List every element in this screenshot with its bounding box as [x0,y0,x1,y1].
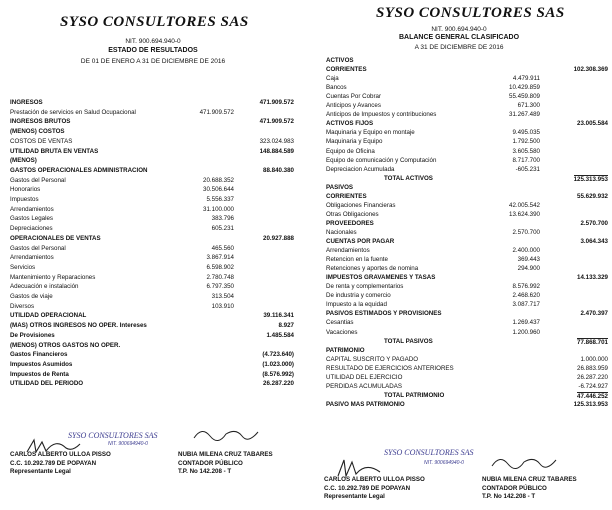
row-label: IMPUESTOS GRAVAMENES Y TASAS [326,274,436,282]
row-amount: 6.598.902 [206,263,234,271]
row-label: TOTAL ACTIVOS [384,174,433,182]
row-label: Servicios [10,263,36,271]
statement-row [306,184,612,192]
statement-row [306,365,612,373]
row-amount: (1.023.000) [262,360,294,368]
row-label: INGRESOS BRUTOS [10,118,71,126]
row-amount: 323.024.983 [259,137,294,145]
row-label: (MENOS) OTROS GASTOS NO OPER. [10,341,121,349]
row-amount: 2.780.748 [206,273,234,281]
statement-row [0,109,306,117]
row-amount: 3.064.343 [580,238,608,245]
row-amount: 369.443 [517,256,540,264]
row-label: Depreciacion Acumulada [326,165,395,173]
statement-row [0,157,306,165]
statement-row [306,120,612,128]
row-amount: 471.909.572 [259,118,294,126]
row-label: Obligaciones Financieras [326,201,396,209]
row-amount: 2.470.397 [580,310,608,318]
statement-row [306,347,612,355]
row-label: PROVEEDORES [326,219,374,227]
statement-row [306,338,612,346]
statement-row [306,93,612,101]
row-label: CAPITAL SUSCRITO Y PAGADO [326,355,419,363]
row-amount: 88.840.380 [263,166,294,174]
row-label: Caja [326,75,339,83]
statement-row [306,102,612,110]
row-amount: 39.116.341 [263,312,294,320]
accountant-name: NUBIA MILENA CRUZ TABARES [178,451,273,458]
statement-row [0,186,306,194]
row-label: Gastos Financieros [10,351,68,359]
row-label: Retencion en la fuente [326,256,388,264]
row-amount: 1.000.000 [580,355,608,363]
row-amount: 31.100.000 [203,205,234,213]
row-amount: 148.884.589 [259,147,294,155]
accountant-tp: T.P. No 142.208 - T [482,493,536,500]
statement-row [306,319,612,327]
row-amount: 5.556.337 [206,196,234,203]
row-label: Arrendamientos [10,254,54,262]
balance-sheet [306,0,612,510]
row-amount: 8.927 [278,322,294,330]
statement-row [0,293,306,301]
accountant-role: CONTADOR PÚBLICO [482,484,547,492]
statement-row [306,256,612,264]
row-label: Depreciaciones [10,225,53,233]
row-amount: 2.400.000 [512,247,540,255]
statement-row [306,75,612,83]
statement-row [0,342,306,350]
row-label: PASIVOS [326,183,354,191]
statement-row [306,265,612,273]
row-label: Diversos [10,302,35,310]
legal-rep-role: Representante Legal [10,468,71,475]
row-label: Honorarios [10,186,41,194]
statement-row [306,111,612,119]
row-amount: 77.868.701 [577,338,608,346]
row-label: Impuestos Asumidos [10,360,73,368]
row-amount: 1.792.500 [512,138,540,146]
row-amount: 6.797.350 [206,283,234,291]
statement-row [306,392,612,400]
statement-row [306,329,612,337]
statement-row [306,129,612,137]
row-label: UTILIDAD DEL EJERCICIO [326,373,403,381]
statement-row [306,229,612,237]
company-stamp: SYSO CONSULTORES SAS [68,431,158,440]
row-label: Impuesto a la equidad [326,301,387,309]
row-amount: 42.005.542 [509,201,540,209]
row-amount: 20.688.352 [203,176,234,184]
row-label: PERDIDAS ACUMULADAS [326,382,402,390]
row-label: PASIVOS ESTIMADOS Y PROVISIONES [326,310,442,318]
statement-row [306,175,612,183]
row-amount: 4.479.911 [512,75,540,83]
accountant-block [178,451,273,477]
statement-row [0,283,306,291]
statement-row [306,138,612,146]
statement-row [306,84,612,92]
statement-row [0,215,306,223]
signature-accountant [488,452,558,472]
row-label: Gastos de viaje [10,293,53,300]
statement-row [0,351,306,359]
row-label: ACTIVOS FIJOS [326,120,374,128]
statement-row [0,371,306,379]
stamp-nit: NIT. 900694940-0 [108,441,148,447]
statement-row [0,322,306,330]
statement-row [306,356,612,364]
statement-row [0,380,306,388]
statement-row [0,225,306,233]
statement-row [0,245,306,253]
statement-row [0,235,306,243]
statement-period: DE 01 DE ENERO A 31 DE DICIEMBRE DE 2016 [80,58,226,65]
statement-row [306,274,612,282]
statement-row [306,148,612,156]
row-amount: -6.724.927 [578,382,608,390]
statement-row [0,138,306,146]
row-label: OPERACIONALES DE VENTAS [10,234,101,242]
statement-row [306,238,612,246]
row-amount: 2.570.700 [580,219,608,227]
legal-rep-role: Representante Legal [324,493,385,500]
legal-rep-name: CARLOS ALBERTO ULLOA PISSO [10,451,111,458]
statement-row [306,383,612,391]
row-amount: 3.867.914 [206,254,234,262]
statement-row [0,128,306,136]
statement-row [0,196,306,204]
row-label: Anticipos de Impuestos y contribuciones [326,111,437,119]
statement-row [0,148,306,156]
statement-row [306,310,612,318]
statement-period: A 31 DE DICIEMBRE DE 2016 [414,44,504,51]
statement-row [0,206,306,214]
row-amount: 23.005.584 [577,120,608,128]
accountant-tp: T.P. No 142.208 - T [178,468,232,475]
row-amount: 9.495.035 [512,129,540,137]
row-amount: 14.133.329 [577,274,608,282]
row-label: Maquinaria y Equipo en montaje [326,129,415,137]
row-amount: 20.927.888 [263,234,294,242]
statement-row [0,332,306,340]
row-amount: 47.446.252 [577,392,608,400]
row-label: Gastos Legales [10,215,53,223]
row-label: CUENTAS POR PAGAR [326,238,395,245]
stamp-nit: NIT. 900694940-0 [424,460,464,466]
accountant-block [482,476,577,502]
row-amount: 313.504 [211,293,234,300]
statement-title: ESTADO DE RESULTADOS [108,47,198,54]
row-amount: 8.576.992 [512,283,540,291]
statement-row [0,254,306,262]
row-amount: 3.087.717 [512,301,540,309]
statement-row [0,312,306,320]
statement-row [306,220,612,228]
row-amount: 13.624.390 [509,210,540,218]
row-label: Impuestos de Renta [10,370,69,378]
row-label: De renta y complementarios [326,283,404,291]
row-label: De industria y comercio [326,292,391,300]
statement-row [306,202,612,210]
row-label: De Provisiones [10,331,55,339]
statement-row [306,193,612,201]
row-amount: 30.506.644 [203,186,234,194]
row-amount: 2.468.620 [512,292,540,300]
nit: NIT. 900.694.940-0 [431,26,487,33]
row-label: Cesantias [326,319,354,327]
statement-row [306,247,612,255]
row-amount: 55.629.932 [577,192,608,200]
row-label: Gastos del Personal [10,244,66,252]
statement-title: BALANCE GENERAL CLASIFICADO [398,34,520,41]
statement-row [306,166,612,174]
row-label: Maquinaria y Equipo [326,138,383,146]
row-amount: 103.910 [211,302,234,310]
statement-row [306,57,612,65]
row-label: GASTOS OPERACIONALES ADMINISTRACION [10,166,148,174]
row-amount: 1.485.584 [266,331,294,339]
row-amount: 31.267.489 [509,111,540,119]
row-label: Prestación de servicios en Salud Ocupacional [10,108,136,116]
row-label: UTILIDAD DEL PERIODO [10,380,84,388]
row-label: (MENOS) [10,157,37,165]
legal-rep-name: CARLOS ALBERTO ULLOA PISSO [324,476,425,483]
row-label: PATRIMONIO [326,346,365,354]
statement-row [306,374,612,382]
row-amount: 102.308.369 [573,66,608,74]
row-amount: 2.570.700 [512,228,540,236]
row-label: Equipo de comunicación y Computación [326,156,437,164]
row-label: CORRIENTES [326,192,367,200]
statement-row [0,264,306,272]
row-label: (MAS) OTROS INGRESOS NO OPER. Intereses [10,322,147,330]
row-label: Bancos [326,84,347,92]
row-label: RESULTADO DE EJERCICIOS ANTERIORES [326,364,454,372]
statement-row [0,177,306,185]
row-amount: 465.560 [211,244,234,252]
row-label: COSTOS DE VENTAS [10,137,73,145]
row-amount: -605.231 [515,165,540,173]
row-label: (MENOS) COSTOS [10,128,65,136]
statement-row [306,292,612,300]
row-label: Vacaciones [326,328,358,336]
statement-row [306,283,612,291]
statement-row [0,99,306,107]
row-label: INGRESOS [10,99,43,106]
statement-row [306,66,612,74]
row-label: Otras Obligaciones [326,210,379,218]
row-amount: 3.605.580 [512,147,540,155]
row-label: Cuentas Por Cobrar [326,93,382,101]
legal-rep-id: C.C. 10.292.789 DE POPAYAN [10,459,97,467]
statement-row [306,301,612,309]
row-amount: 55.459.809 [509,93,540,101]
company-logo-text: SYSO CONSULTORES SAS [60,14,249,30]
row-label: Gastos del Personal [10,176,66,184]
row-label: Arrendamientos [10,205,54,213]
legal-rep-id: C.C. 10.292.789 DE POPAYAN [324,484,411,492]
row-label: Adecuación e instalación [10,283,79,291]
row-amount: 1.269.437 [512,319,540,327]
row-label: PASIVO MAS PATRIMONIO [326,400,405,408]
company-stamp: SYSO CONSULTORES SAS [384,448,474,457]
row-amount: 10.429.859 [509,84,540,92]
legal-rep-block [324,476,425,502]
row-label: Equipo de Oficina [326,147,375,155]
nit: NIT. 900.694.940-0 [125,38,181,45]
row-label: TOTAL PASIVOS [384,337,433,345]
accountant-name: NUBIA MILENA CRUZ TABARES [482,476,577,483]
signature-accountant [190,424,260,442]
row-label: Mantenimiento y Reparaciones [10,273,96,281]
row-amount: (4.723.640) [262,351,294,359]
statement-row [306,211,612,219]
statement-row [0,303,306,311]
statement-row [306,401,612,409]
row-amount: 1.200.960 [512,328,540,336]
row-amount: 671.300 [517,102,540,110]
row-label: Impuestos [10,196,39,203]
row-amount: 294.900 [517,265,540,273]
row-label: Anticipos y Avances [326,102,381,110]
row-label: TOTAL PATRIMONIO [384,391,445,399]
row-amount: 125.313.953 [573,175,608,183]
row-amount: 605.231 [211,225,234,233]
row-amount: 471.909.572 [259,99,294,106]
row-amount: 26.883.959 [577,364,608,372]
statement-row [306,157,612,165]
statement-row [0,361,306,369]
accountant-role: CONTADOR PÚBLICO [178,459,243,467]
row-label: UTILIDAD BRUTA EN VENTAS [10,147,99,155]
statement-row [0,167,306,175]
statement-row [0,274,306,282]
row-label: ACTIVOS [326,57,354,64]
row-label: UTILIDAD OPERACIONAL [10,312,87,320]
row-amount: 471.909.572 [199,108,234,116]
row-amount: 26.287.220 [577,373,608,381]
row-amount: 8.717.700 [512,156,540,164]
row-amount: (8.576.992) [262,370,294,378]
company-logo-text: SYSO CONSULTORES SAS [376,5,565,21]
row-label: Retenciones y aportes de nomina [326,265,419,273]
row-label: Nacionales [326,228,357,236]
row-amount: 26.287.220 [263,380,294,388]
row-label: Arrendamientos [326,247,370,255]
row-amount: 125.313.953 [573,400,608,408]
statement-row [0,118,306,126]
row-amount: 383.796 [211,215,234,223]
legal-rep-block [10,451,111,477]
row-label: CORRIENTES [326,66,367,74]
